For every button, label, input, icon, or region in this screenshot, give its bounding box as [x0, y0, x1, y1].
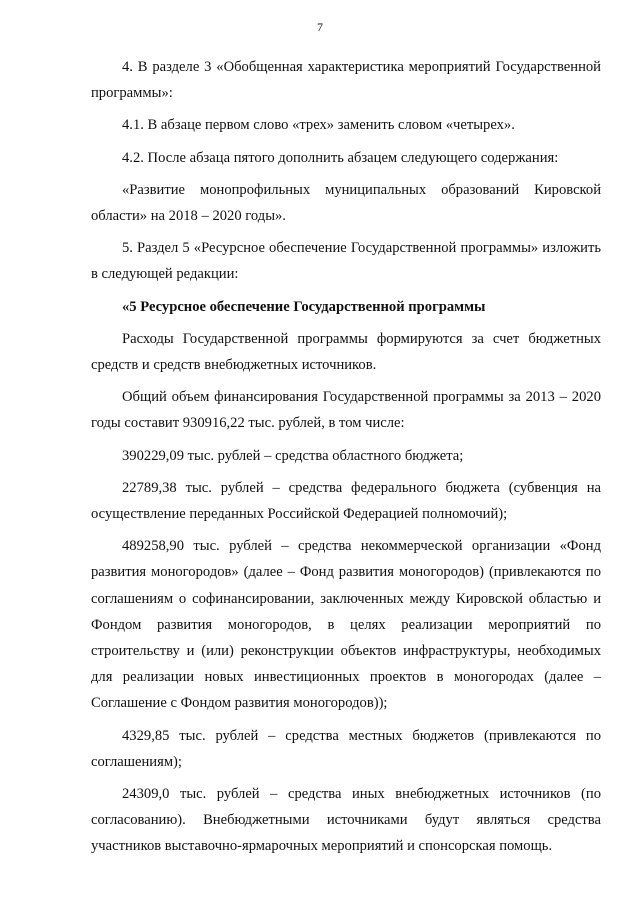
paragraph-regional-budget: 390229,09 тыс. рублей – средства областного бюджета;: [122, 447, 464, 464]
paragraph-expenses: Расходы Государственной программы формируются за счет бюджетных средств и средств внебюджетных источников.: [91, 330, 601, 374]
paragraph-section-3-intro: 4. В разделе 3 «Обобщенная характеристика мероприятий Государственной программы»:: [91, 59, 601, 102]
paragraph-4-1: 4.1. В абзаце первом слово «трех» заменить словом «четырех».: [122, 117, 515, 134]
page-number: 7: [317, 20, 323, 34]
paragraph-4-2: 4.2. После абзаца пятого дополнить абзацем следующего содержания:: [122, 149, 559, 166]
paragraph-5: 5. Раздел 5 «Ресурсное обеспечение Государственной программы» изложить в следующей редакции:: [91, 240, 601, 283]
paragraph-federal-budget: 22789,38 тыс. рублей – средства федерального бюджета (субвенция на осуществление переданных Российской Федерацией полномочий);: [91, 479, 601, 523]
paragraph-monotown-fund: 489258,90 тыс. рублей – средства некоммерческой организации «Фонд развития моногородов» (далее – Фонд развития моногородов) (привлекаются по соглашениям о софинансировании, заключенных между Кировской областью и Фондом развития моногородов, в целях реализации мероприятий по строительству и (или) реконструкции объектов инфраструктуры, необходимых для реализации новых инвестиционных проектов в моногородах (далее – Соглашение с Фондом развития моногородов));: [91, 538, 601, 712]
document-body: [91, 54, 601, 866]
section-5-heading: «5 Ресурсное обеспечение Государственной программы: [122, 298, 486, 315]
paragraph-extrabudgetary: 24309,0 тыс. рублей – средства иных внебюджетных источников (по согласованию). Внебюджетными источниками будут являться средства участников выставочно-ярмарочных мероприятий и спонсорская помощь.: [91, 786, 601, 855]
paragraph-4-2-text: «Развитие монопрофильных муниципальных образований Кировской области» на 2018 – 2020 годы».: [91, 181, 601, 225]
paragraph-local-budgets: 4329,85 тыс. рублей – средства местных бюджетов (привлекаются по соглашениям);: [91, 727, 601, 770]
paragraph-total-funding: Общий объем финансирования Государственной программы за 2013 – 2020 годы составит 930916,22 тыс. рублей, в том числе:: [91, 389, 601, 432]
